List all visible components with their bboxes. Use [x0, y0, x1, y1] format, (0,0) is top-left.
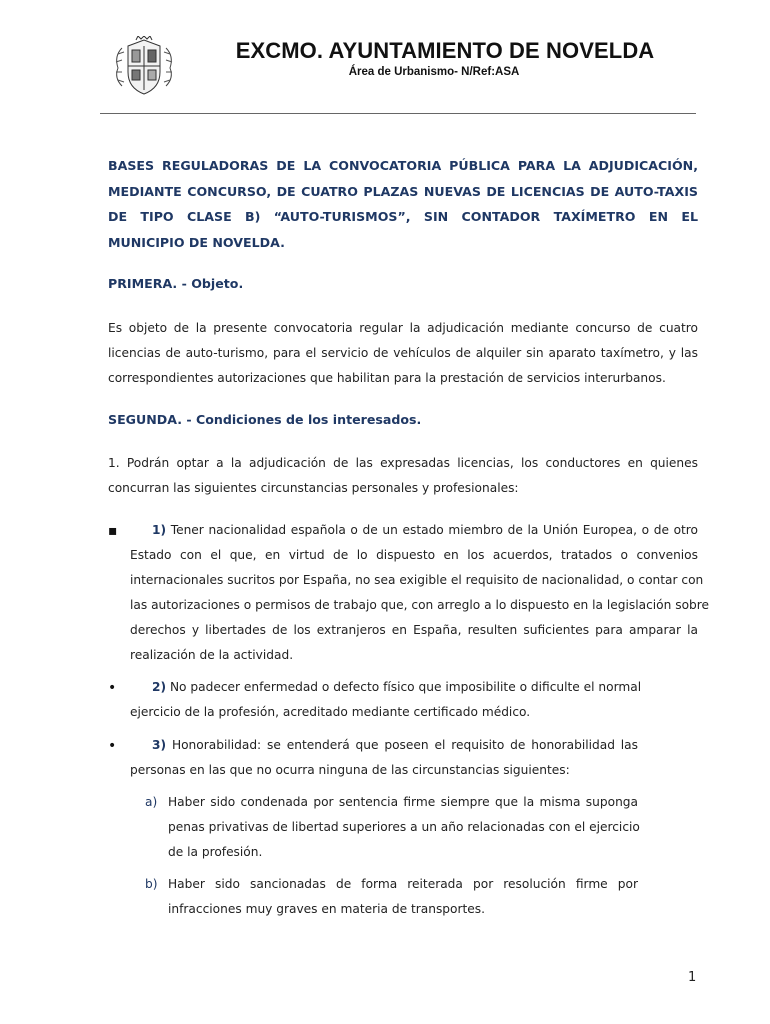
subitem-line: penas privativas de libertad superiores a un año relacionadas con el ejercicio [168, 820, 640, 834]
municipal-crest-logo [108, 36, 180, 98]
list-item-number: 2) [152, 680, 167, 694]
paragraph-line: licencias de auto-turismo, para el servicio de vehículos de alquiler sin aparato taxímetro, y las [108, 346, 698, 360]
paragraph-line: Es objeto de la presente convocatoria regular la adjudicación mediante concurso de cuatro [108, 321, 698, 335]
bullet-square-icon: ▪ [108, 523, 118, 539]
list-item-first-line: 1) Tener nacionalidad española o de un estado miembro de la Unión Europea, o de otro [152, 523, 699, 537]
title-line: BASES REGULADORAS DE LA CONVOCATORIA PÚBLICA PARA LA ADJUDICACIÓN, [108, 158, 698, 173]
list-item-line: personas en las que no ocurra ninguna de las circunstancias siguientes: [130, 763, 570, 777]
title-line: MEDIANTE CONCURSO, DE CUATRO PLAZAS NUEVAS DE LICENCIAS DE AUTO-TAXIS [108, 183, 698, 199]
list-item-first-line: 3) Honorabilidad: se entenderá que poseen el requisito de honorabilidad las [152, 738, 639, 752]
organization-subtitle: Área de Urbanismo- N/Ref:ASA [348, 66, 520, 78]
list-item-2-continuation [130, 700, 650, 725]
paragraph-line: concurran las siguientes circunstancias personales y profesionales: [108, 481, 519, 495]
list-item-first-line: 2) No padecer enfermedad o defecto físico que imposibilite o dificulte el normal [152, 680, 642, 694]
subitem-line: Haber sido sancionadas de forma reiterada por resolución firme por [168, 877, 638, 891]
page-number: 1 [688, 970, 697, 985]
list-item-line: internacionales sucritos por España, no sea exigible el requisito de nacionalidad, o contar con [130, 573, 704, 587]
subitem-line: de la profesión. [168, 845, 263, 859]
subitem-a [168, 790, 638, 865]
subitem-letter: a) [145, 795, 158, 809]
section-primera-paragraph [108, 316, 698, 391]
subitem-line: Haber sido condenada por sentencia firme siempre que la misma suponga [168, 795, 638, 809]
subitem-b [168, 872, 638, 922]
list-item-line: las autorizaciones o permisos de trabajo que, con arreglo a lo dispuesto en la legislación sobre [130, 598, 710, 612]
list-item-2 [130, 675, 640, 700]
list-item-number: 3) [152, 738, 167, 752]
subitem-line: infracciones muy graves en materia de transportes. [168, 902, 485, 916]
bullet-dot-icon: • [108, 738, 117, 754]
title-line: DE TIPO CLASE B) “AUTO-TURISMOS”, SIN CONTADOR TAXÍMETRO EN EL [108, 209, 698, 224]
organization-title: EXCMO. AYUNTAMIENTO DE NOVELDA [235, 38, 655, 63]
title-line: MUNICIPIO DE NOVELDA. [108, 234, 285, 250]
list-item-line: realización de la actividad. [130, 648, 294, 662]
list-item-3 [130, 733, 638, 783]
section-heading-primera: PRIMERA. - Objeto. [108, 276, 244, 291]
list-item-1 [130, 518, 710, 668]
document-title [108, 153, 698, 255]
list-item-line: derechos y libertades de los extranjeros en España, resulten suficientes para amparar la [130, 623, 698, 637]
list-item-number: 1) [152, 523, 167, 537]
section-heading-segunda: SEGUNDA. - Condiciones de los interesados. [108, 412, 422, 427]
paragraph-line: 1. Podrán optar a la adjudicación de las expresadas licencias, los conductores en quienes [108, 456, 698, 470]
subitem-letter: b) [145, 877, 158, 891]
bullet-dot-icon: • [108, 680, 117, 696]
list-item-line: Estado con el que, en virtud de lo dispuesto en los acuerdos, tratados o convenios [130, 548, 698, 562]
header-divider [100, 113, 696, 114]
paragraph-line: correspondientes autorizaciones que habilitan para la prestación de servicios interurbanos. [108, 371, 666, 385]
list-item-line: ejercicio de la profesión, acreditado mediante certificado médico. [130, 705, 531, 719]
section-segunda-intro [108, 451, 698, 501]
